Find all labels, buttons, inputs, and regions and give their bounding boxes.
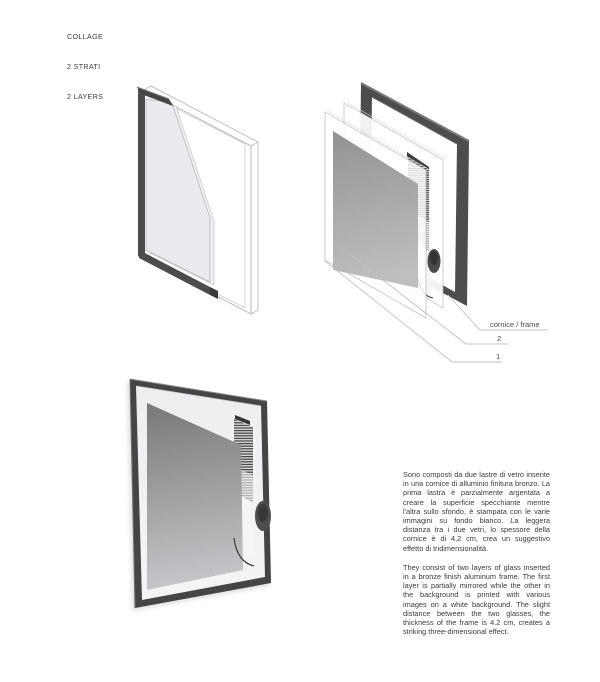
layers-label-it: 2 STRATI <box>67 62 101 71</box>
exploded-layers-drawing <box>310 80 560 372</box>
frame-outline-corner-line <box>251 142 258 146</box>
frame-label: cornice / frame <box>490 320 540 329</box>
layer1-label: 1 <box>496 352 501 361</box>
printed-dark-object-core <box>430 251 438 265</box>
layers-label-en: 2 LAYERS <box>67 92 104 101</box>
title-block <box>67 12 103 122</box>
render-dark-object-core <box>258 504 268 522</box>
description-english: They consist of two layers of glass inserted in a bronze finish aluminum frame. The first layer is partially mirrored while the other in the background is printed with various images on a white background. The slight distance between the two glasses, the thickness of the frame is 4.2 cm, creates a striking three-dimensional effect. <box>403 562 550 637</box>
product-render-drawing <box>110 365 290 630</box>
product-name: COLLAGE <box>67 32 104 41</box>
description-italian: Sono composti da due lastre di vetro inserite in una cornice di alluminio finitura bronzo. La prima lastra è parzialmente argentata a creare la superficie specchiante mentre l'altra sullo sfondo, è stampata con le varie immagini su fondo bianco. La leggera distanza tra i due vetri, lo spessore della cornice è di 4,2 cm, crea un suggestivo effetto di tridimensionalità. <box>403 470 550 553</box>
layer2-label: 2 <box>497 334 502 343</box>
description-block <box>403 470 550 636</box>
wireframe-frame-drawing <box>120 78 270 323</box>
frame-profile-left-bar <box>138 88 145 260</box>
